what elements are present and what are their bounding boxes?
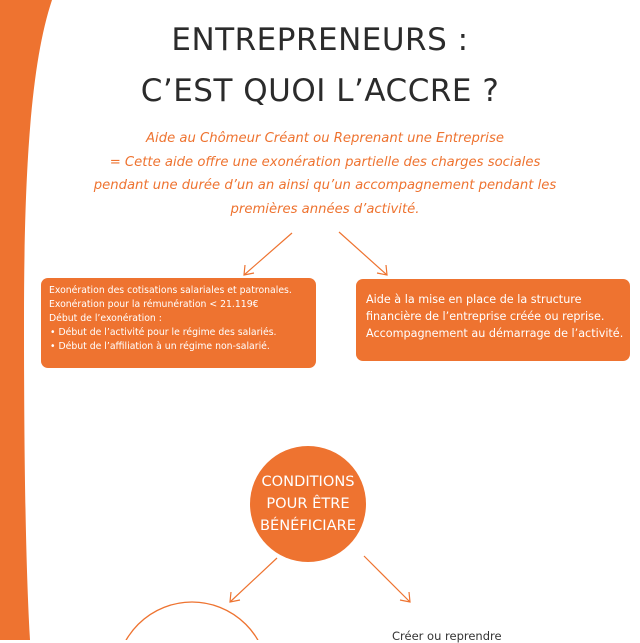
- condition-circle-left-outline: [116, 602, 268, 640]
- exemption-line: Début de l’exonération :: [49, 313, 162, 324]
- exemption-line: Exonération pour la rémunération < 21.119€: [49, 299, 259, 310]
- page-title-line-2: C’EST QUOI L’ACCRE ?: [140, 73, 500, 109]
- exemption-bullet-text: Début de l’activité pour le régime des salariés.: [58, 327, 277, 338]
- support-line: Aide à la mise en place de la structure: [366, 293, 582, 306]
- support-line: Accompagnement au démarrage de l’activité.: [366, 327, 624, 340]
- intro-line: = Cette aide offre une exonération partielle des charges sociales: [109, 154, 541, 170]
- support-details-box: [356, 279, 630, 361]
- page-title-line-1: ENTREPRENEURS :: [171, 22, 469, 58]
- conditions-line: CONDITIONS: [261, 473, 355, 490]
- arrow-to-left-box: [244, 233, 292, 275]
- exemption-details-box: [41, 278, 316, 368]
- arrow-to-right-box: [339, 232, 387, 275]
- conditions-line: POUR ÊTRE: [266, 495, 350, 512]
- exemption-bullet: • Début de l’affiliation à un régime non-salarié.: [50, 341, 270, 352]
- support-line: financière de l’entreprise créée ou reprise.: [366, 310, 605, 323]
- intro-line: Aide au Chômeur Créant ou Reprenant une Entreprise: [146, 131, 504, 146]
- intro-line: premières années d’activité.: [230, 201, 420, 217]
- intro-line: pendant une durée d’un an ainsi qu’un accompagnement pendant les: [93, 178, 557, 193]
- exemption-bullet-text: Début de l’affiliation à un régime non-salarié.: [58, 341, 270, 352]
- conditions-circle: [250, 446, 366, 562]
- conditions-line: BÉNÉFICIARE: [260, 517, 356, 534]
- arrow-to-bottom-left: [230, 558, 277, 602]
- exemption-bullet: • Début de l’activité pour le régime des salariés.: [50, 327, 277, 338]
- condition-create-or-take-over: Créer ou reprendre: [392, 629, 502, 643]
- exemption-line: Exonération des cotisations salariales et patronales.: [49, 285, 292, 296]
- arrow-to-bottom-right: [364, 556, 410, 602]
